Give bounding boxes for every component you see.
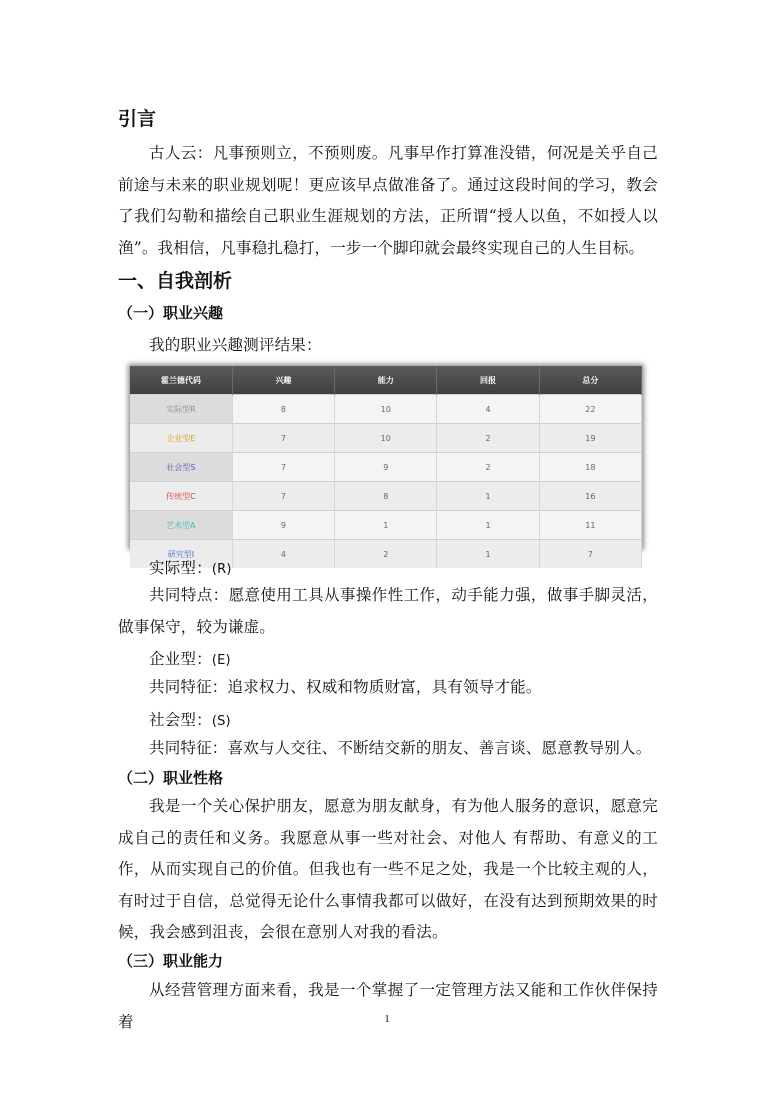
interest-score-cell: 4	[232, 540, 334, 569]
total-score-cell: 18	[539, 453, 641, 482]
page-number: 1	[384, 1013, 390, 1025]
reward-score-cell: 2	[437, 453, 539, 482]
ability-paragraph: 从经营管理方面来看，我是一个掌握了一定管理方法又能和工作伙伴保持着	[118, 981, 658, 1031]
reward-score-cell: 1	[437, 540, 539, 569]
holland-type-cell: 实际型R	[130, 395, 232, 424]
holland-code-table	[130, 366, 642, 559]
table-header-cell: 总分	[539, 366, 641, 395]
total-score-cell: 11	[539, 511, 641, 540]
enterprising-type-label: 企业型：	[149, 650, 212, 668]
realistic-type-label: 实际型：	[149, 559, 212, 577]
table-row	[130, 395, 642, 424]
interest-score-cell: 7	[232, 482, 334, 511]
table-header-cell: 回报	[437, 366, 539, 395]
total-score-cell: 22	[539, 395, 641, 424]
interest-lead-text: 我的职业兴趣测评结果：	[149, 336, 322, 354]
holland-type-cell: 研究型I	[130, 540, 232, 569]
enterprising-type-description: 共同特征：追求权力、权威和物质财富，具有领导才能。	[149, 678, 542, 696]
personality-paragraph: 我是一个关心保护朋友，愿意为朋友献身，有为他人服务的意识，愿意完成自己的责任和义务。我愿意从事一些对社会、对他人 有帮助、有意义的工作，从而实现自己的价值。但我也有一些不足之处，我是一个比较主观的人，有时过于自信，总觉得无论什么事情我都可以做好，在没有达到预期效果的时候，我会感到沮丧，会很在意别人对我的看法。	[118, 797, 658, 941]
intro-paragraph: 古人云：凡事预则立，不预则废。凡事早作打算准没错，何况是关乎自己前途与未来的职业规划呢！更应该早点做准备了。通过这段时间的学习，教会了我们勾勒和描绘自己职业生涯规划的方法，正所谓“授人以鱼，不如授人以渔”。我相信，凡事稳扎稳打，一步一个脚印就会最终实现自己的人生目标。	[118, 144, 658, 257]
table-header-cell: 兴趣	[232, 366, 334, 395]
interest-score-cell: 7	[232, 453, 334, 482]
section-heading-self-analysis: 一、自我剖析	[118, 270, 233, 292]
social-type-line	[149, 708, 231, 730]
reward-score-cell: 1	[437, 482, 539, 511]
interest-score-cell: 8	[232, 395, 334, 424]
social-type-description: 共同特征：喜欢与人交往、不断结交新的朋友、善言谈、愿意教导别人。	[149, 739, 652, 757]
reward-score-cell: 2	[437, 424, 539, 453]
holland-type-cell: 社会型S	[130, 453, 232, 482]
holland-type-cell: 传统型C	[130, 482, 232, 511]
realistic-type-description: 共同特点：愿意使用工具从事操作性工作，动手能力强，做事手脚灵活，做事保守，较为谦虚。	[118, 586, 658, 636]
subsection-heading-interest: （一）职业兴趣	[118, 304, 224, 322]
ability-score-cell: 1	[335, 511, 437, 540]
interest-score-cell: 7	[232, 424, 334, 453]
realistic-type-code: (R)	[211, 562, 232, 577]
table-header-cell: 能力	[335, 366, 437, 395]
intro-heading: 引言	[118, 108, 157, 130]
enterprising-type-line	[149, 647, 231, 669]
table-row	[130, 482, 642, 511]
enterprising-type-code: (E)	[211, 653, 231, 668]
total-score-cell: 7	[539, 540, 641, 569]
interest-score-cell: 9	[232, 511, 334, 540]
ability-score-cell: 2	[335, 540, 437, 569]
total-score-cell: 19	[539, 424, 641, 453]
table-header-cell: 霍兰德代码	[130, 366, 232, 395]
table-row	[130, 453, 642, 482]
realistic-type-line	[149, 556, 232, 578]
ability-score-cell: 10	[335, 395, 437, 424]
subsection-heading-ability: （三）职业能力	[118, 952, 224, 970]
reward-score-cell: 1	[437, 511, 539, 540]
ability-score-cell: 10	[335, 424, 437, 453]
table-row	[130, 511, 642, 540]
reward-score-cell: 4	[437, 395, 539, 424]
table-header-row	[130, 366, 642, 395]
holland-type-cell: 艺术型A	[130, 511, 232, 540]
ability-score-cell: 9	[335, 453, 437, 482]
table-row	[130, 424, 642, 453]
social-type-code: (S)	[211, 714, 231, 729]
holland-type-cell: 企业型E	[130, 424, 232, 453]
social-type-label: 社会型：	[149, 711, 212, 729]
subsection-heading-personality: （二）职业性格	[118, 769, 224, 787]
ability-score-cell: 8	[335, 482, 437, 511]
total-score-cell: 16	[539, 482, 641, 511]
